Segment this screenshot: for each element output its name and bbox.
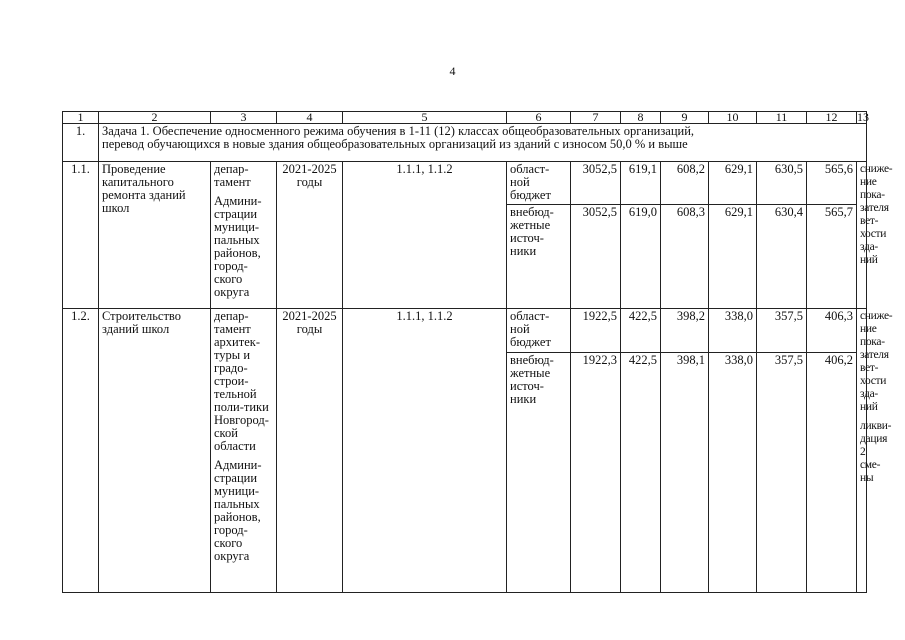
value-cell: 565,6 [807,162,857,205]
executor [211,162,277,309]
target-indicators: 1.1.1, 1.1.2 [343,162,507,309]
funding-source: внебюд-жетные источ-ники [507,353,571,593]
col-header: 6 [507,112,571,124]
executor-part: Админи-страции муници-пальных районов, город-ского округа [214,458,262,563]
col-header: 8 [621,112,661,124]
table-row [63,309,867,353]
col-header: 4 [277,112,343,124]
period: 2021-2025 годы [277,309,343,593]
value-cell: 357,5 [757,353,807,593]
expected-result: сниже-ние пока-зателя вет-хости зда-ний [857,162,867,309]
period: 2021-2025 годы [277,162,343,309]
value-cell: 406,3 [807,309,857,353]
value-cell: 3052,5 [571,205,621,309]
value-cell: 338,0 [709,353,757,593]
value-cell: 565,7 [807,205,857,309]
event-name: Строительство зданий школ [99,309,211,593]
value-cell: 630,4 [757,205,807,309]
column-number-row [63,112,867,124]
col-header: 1 [63,112,99,124]
task-number: 1. [63,124,99,162]
table-row [63,162,867,205]
value-cell: 398,2 [661,309,709,353]
funding-source: област-ной бюджет [507,162,571,205]
value-cell: 357,5 [757,309,807,353]
row-number: 1.2. [63,309,99,593]
task-title-line: перевод обучающихся в новые здания общеобразовательных организаций из зданий с износом 50,0 % и выше [102,137,688,151]
task-title [99,124,867,162]
page-number: 4 [449,64,456,78]
task-row [63,124,867,162]
result-part: сниже-ние пока-зателя вет-хости зда-ний [860,310,893,413]
col-header: 12 [807,112,857,124]
event-name: Проведение капитального ремонта зданий школ [99,162,211,309]
expected-result [857,309,893,593]
value-cell: 619,1 [621,162,661,205]
program-table [62,110,893,593]
executor-part: Админи-страции муници-пальных районов, город-ского округа [214,194,262,299]
row-number: 1.1. [63,162,99,309]
value-cell: 608,2 [661,162,709,205]
task-title-line: Задача 1. Обеспечение односменного режима обучения в 1-11 (12) классах общеобразовательных организаций, [102,124,695,138]
executor-part: депар-тамент архитек-туры и градо-строи-тельной поли-тики Новгород-ской области [214,309,269,453]
col-header: 9 [661,112,709,124]
value-cell: 608,3 [661,205,709,309]
value-cell: 619,0 [621,205,661,309]
executor-part: депар-тамент [214,162,251,189]
col-header: 5 [343,112,507,124]
value-cell: 3052,5 [571,162,621,205]
value-cell: 1922,3 [571,353,621,593]
value-cell: 338,0 [709,309,757,353]
funding-source: внебюд-жетные источ-ники [507,205,571,309]
value-cell: 422,5 [621,353,661,593]
funding-source: област-ной бюджет [507,309,571,353]
col-header: 13 [857,110,869,124]
value-cell: 422,5 [621,309,661,353]
col-header: 7 [571,112,621,124]
result-part: ликви-дация 2 сме-ны [860,420,892,484]
value-cell: 398,1 [661,353,709,593]
target-indicators: 1.1.1, 1.1.2 [343,309,507,593]
col-header: 11 [757,112,807,124]
col-header: 2 [99,112,211,124]
col-header: 10 [709,112,757,124]
value-cell: 629,1 [709,162,757,205]
value-cell: 406,2 [807,353,857,593]
col-header: 3 [211,112,277,124]
value-cell: 629,1 [709,205,757,309]
value-cell: 1922,5 [571,309,621,353]
value-cell: 630,5 [757,162,807,205]
executor [211,309,277,593]
